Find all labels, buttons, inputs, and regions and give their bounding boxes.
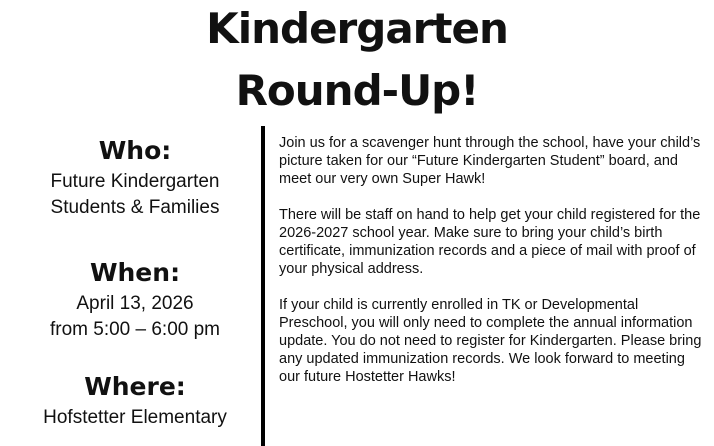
paragraph-tk-preschool: If your child is currently enrolled in TK or Developmental Preschool, you will only need to complete the annual information update. You do not need to register for Kindergarten. Please bring any updated immunization records. We look forward to meeting our future Hostetter Hawks!	[279, 297, 702, 385]
page-title-line-2: Round-Up!	[235, 66, 479, 115]
who-line-1: Future Kindergarten	[50, 171, 220, 192]
description-column	[279, 134, 709, 404]
when-text	[10, 291, 260, 343]
when-date: April 13, 2026	[76, 293, 194, 314]
who-heading: Who:	[98, 136, 172, 165]
who-section	[10, 138, 260, 221]
when-time: from 5:00 – 6:00 pm	[49, 319, 221, 340]
where-heading: Where:	[84, 372, 186, 401]
who-line-2: Students & Families	[50, 197, 220, 218]
who-text	[10, 169, 260, 221]
when-heading: When:	[89, 258, 181, 287]
where-text	[10, 405, 260, 431]
when-section	[10, 260, 260, 343]
vertical-divider	[261, 126, 265, 446]
where-section	[10, 374, 260, 431]
where-location: Hofstetter Elementary	[43, 407, 227, 428]
paragraph-scavenger-hunt: Join us for a scavenger hunt through the school, have your child’s picture taken for our “Future Kindergarten Student” board, and meet our very own Super Hawk!	[279, 135, 701, 187]
page-title-line-1: Kindergarten	[206, 4, 508, 53]
paragraph-registration: There will be staff on hand to help get your child registered for the 2026-2027 school year. Make sure to bring your child’s birth certificate, immunization records and a piece of mail with proof of your physical address.	[279, 207, 701, 277]
